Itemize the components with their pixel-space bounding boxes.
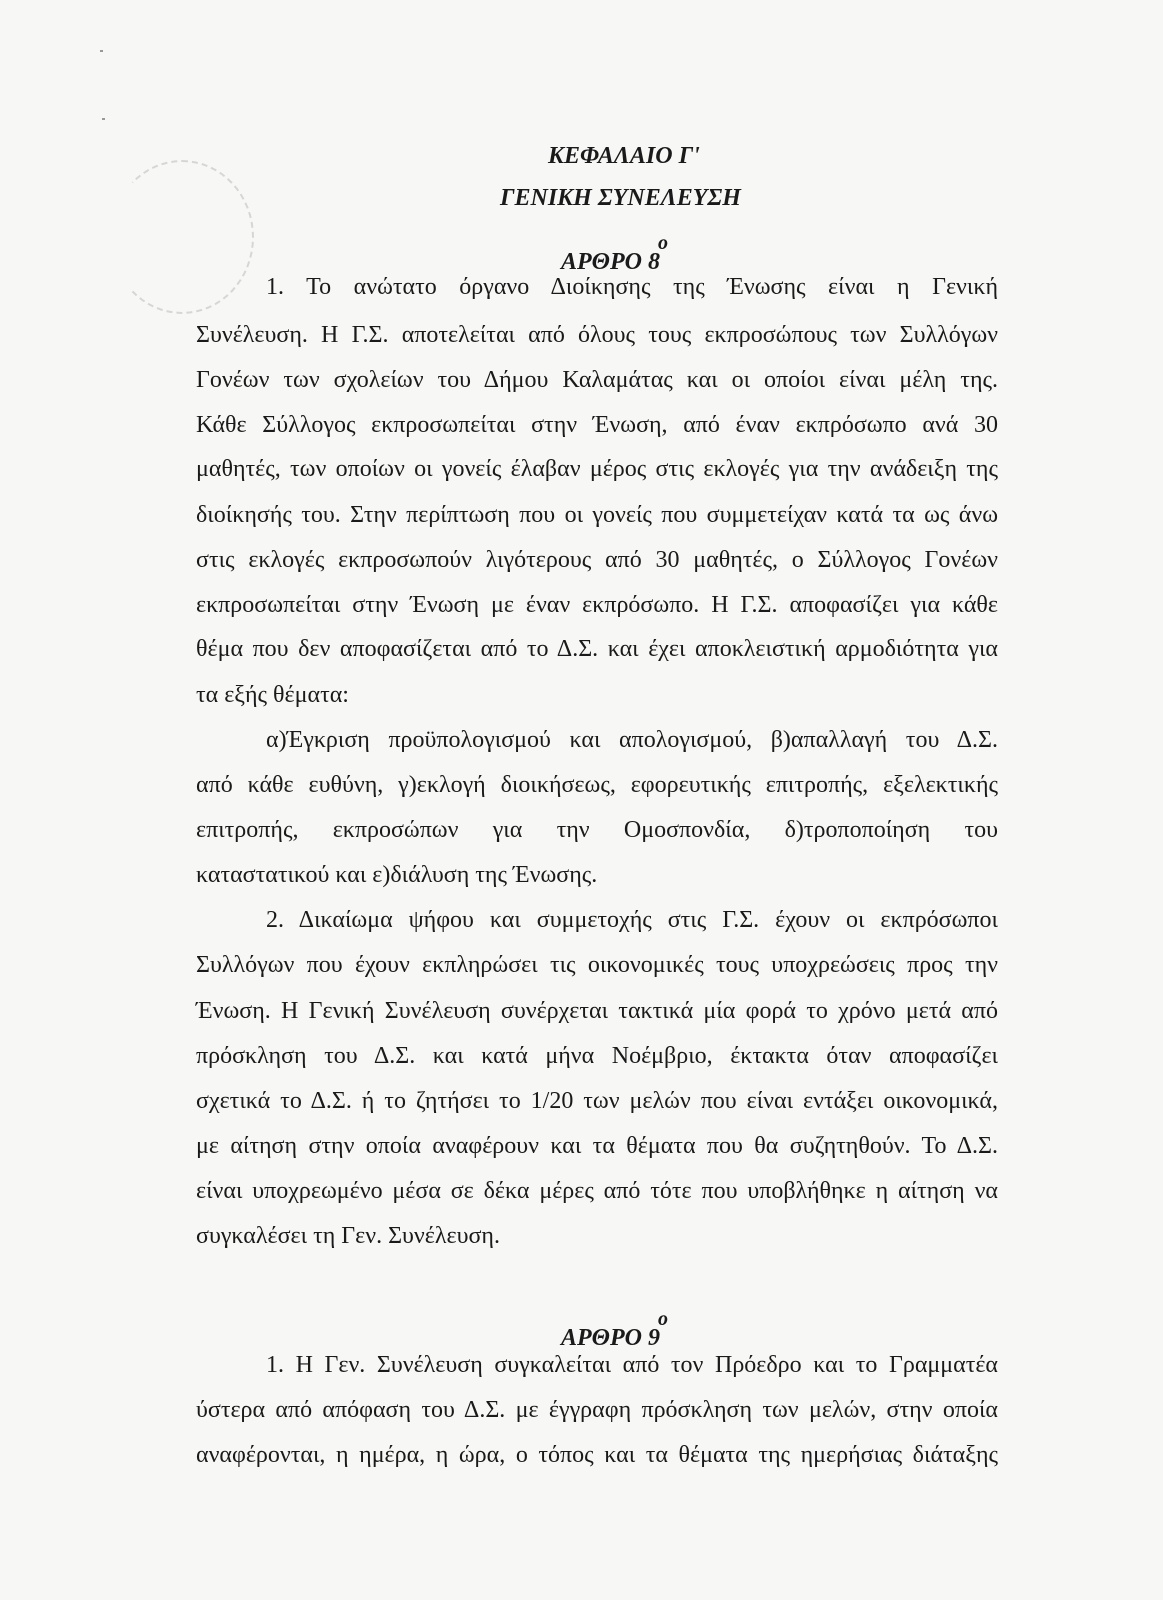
scan-speck xyxy=(102,118,105,120)
article-8-line: σχετικά το Δ.Σ. ή το ζητήσει το 1/20 των μελών που είναι εντάξει οικονομικά, xyxy=(196,1088,998,1114)
article-8-line: διοίκησής του. Στην περίπτωση που οι γονείς που συμμετείχαν κατά τα ως άνω xyxy=(196,502,998,528)
chapter-subtitle: ΓΕΝΙΚΗ ΣΥΝΕΛΕΥΣΗ xyxy=(500,185,741,211)
article-9-heading: ΑΡΘΡΟ 9 xyxy=(561,1325,660,1351)
article-8-heading: ΑΡΘΡΟ 8 xyxy=(561,249,660,275)
article-8-line: εκπροσωπείται στην Ένωση με έναν εκπρόσωπο. Η Γ.Σ. αποφασίζει για κάθε xyxy=(196,592,998,618)
article-8-line: πρόσκληση του Δ.Σ. και κατά μήνα Νοέμβριο, έκτακτα όταν αποφασίζει xyxy=(196,1043,998,1069)
article-8-line: συγκαλέσει τη Γεν. Συνέλευση. xyxy=(196,1223,500,1249)
article-8-line: 2. Δικαίωμα ψήφου και συμμετοχής στις Γ.Σ. έχουν οι εκπρόσωποι xyxy=(266,907,998,933)
article-9-line: 1. Η Γεν. Συνέλευση συγκαλείται από τον Πρόεδρο και το Γραμματέα xyxy=(266,1352,998,1378)
article-8-line: τα εξής θέματα: xyxy=(196,682,349,708)
article-8-line: επιτροπής, εκπροσώπων για την Ομοσπονδία, δ)τροποποίηση του xyxy=(196,817,998,843)
article-8-line: με αίτηση στην οποία αναφέρουν και τα θέματα που θα συζητηθούν. Το Δ.Σ. xyxy=(196,1133,998,1159)
article-8-line: στις εκλογές εκπροσωπούν λιγότερους από 30 μαθητές, ο Σύλλογος Γονέων xyxy=(196,547,998,573)
article-9-ordinal: ο xyxy=(658,1308,668,1330)
article-8-line: θέμα που δεν αποφασίζεται από το Δ.Σ. και έχει αποκλειστική αρμοδιότητα για xyxy=(196,636,998,662)
article-8-line: Συλλόγων που έχουν εκπληρώσει τις οικονομικές τους υποχρεώσεις προς την xyxy=(196,952,998,978)
scan-speck xyxy=(100,50,103,52)
article-8-ordinal: ο xyxy=(658,232,668,254)
article-8-line: Γονέων των σχολείων του Δήμου Καλαμάτας και οι οποίοι είναι μέλη της. xyxy=(196,367,998,393)
article-8-line: Ένωση. Η Γενική Συνέλευση συνέρχεται τακτικά μία φορά το χρόνο μετά από xyxy=(196,998,998,1024)
chapter-title: ΚΕΦΑΛΑΙΟ Γ' xyxy=(548,143,700,169)
article-8-line: α)Έγκριση προϋπολογισμού και απολογισμού, β)απαλλαγή του Δ.Σ. xyxy=(266,727,998,753)
article-8-line: από κάθε ευθύνη, γ)εκλογή διοικήσεως, εφορευτικής επιτροπής, εξελεκτικής xyxy=(196,772,998,798)
article-9-line: ύστερα από απόφαση του Δ.Σ. με έγγραφη πρόσκληση των μελών, στην οποία xyxy=(196,1397,998,1423)
article-8-line: Συνέλευση. Η Γ.Σ. αποτελείται από όλους τους εκπροσώπους των Συλλόγων xyxy=(196,322,998,348)
article-9-line: αναφέρονται, η ημέρα, η ώρα, ο τόπος και τα θέματα της ημερήσιας διάταξης xyxy=(196,1442,998,1468)
article-8-line: Κάθε Σύλλογος εκπροσωπείται στην Ένωση, από έναν εκπρόσωπο ανά 30 xyxy=(196,412,998,438)
article-8-line: 1. Το ανώτατο όργανο Διοίκησης της Ένωσης είναι η Γενική xyxy=(266,274,998,300)
article-8-line: καταστατικού και ε)διάλυση της Ένωσης. xyxy=(196,862,598,888)
article-8-line: είναι υποχρεωμένο μέσα σε δέκα μέρες από τότε που υποβλήθηκε η αίτηση να xyxy=(196,1178,998,1204)
article-8-line: μαθητές, των οποίων οι γονείς έλαβαν μέρος στις εκλογές για την ανάδειξη της xyxy=(196,456,998,482)
faded-stamp xyxy=(110,160,254,314)
